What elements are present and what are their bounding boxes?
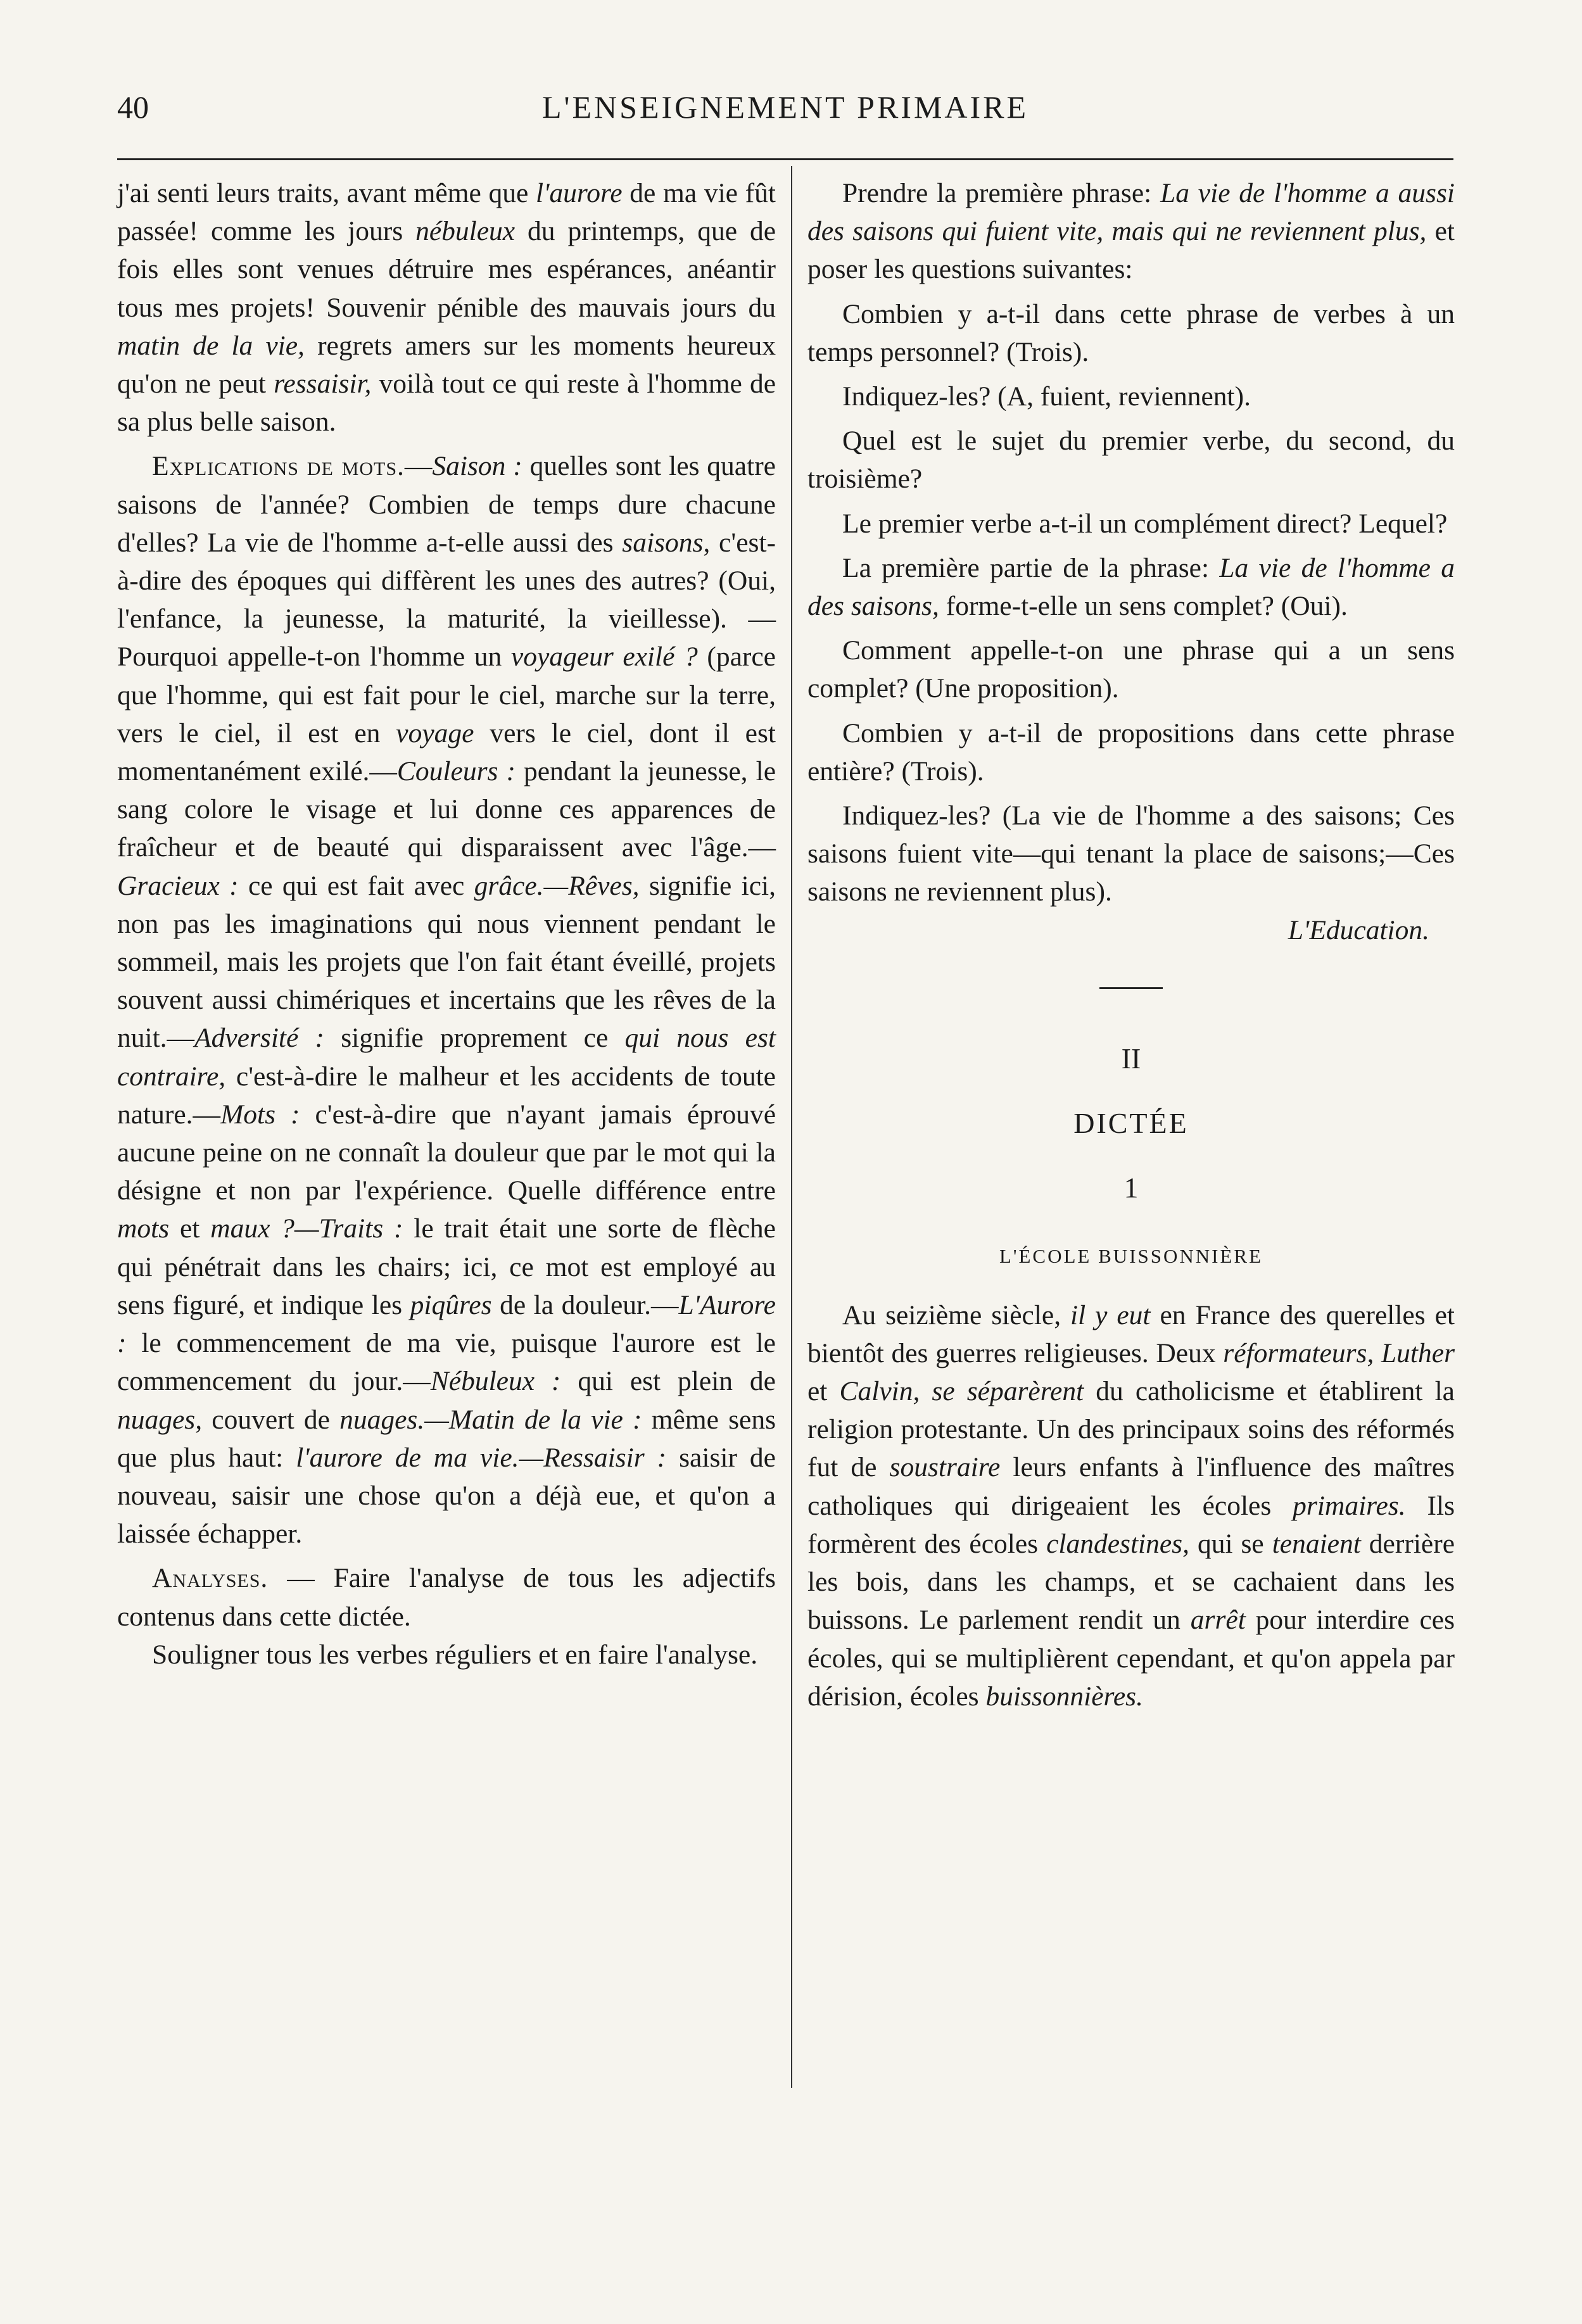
page-header	[117, 89, 1453, 146]
paragraph-analyses: Analyses. — Faire l'analyse de tous les adjectifs contenus dans cette dictée.	[117, 1563, 776, 1632]
paragraph-souligner: Souligner tous les verbes réguliers et en faire l'analyse.	[152, 1639, 758, 1670]
question-6: La première partie de la phrase: La vie de l'homme a des saisons, forme-t-elle un sens complet? (Oui).	[807, 552, 1455, 622]
right-column	[807, 174, 1455, 1715]
dictee-text: Au seizième siècle, il y eut en France des querelles et bientôt des guerres religieuses. Deux réformateurs, Luther et Calvin, se séparèrent du catholicisme et établirent la religion protestante. Un des principaux soins des réformés fut de soustraire leurs enfants à l'influence des maîtres catholiques qui dirigeaient les écoles primaires. Ils formèrent des écoles clandestines, qui se tenaient derrière les bois, dans les champs, et se cachaient dans les buissons. Le parlement rendit un arrêt pour interdire ces écoles, qui se multiplièrent cependant, et qu'on appela par dérision, écoles buissonnières.	[807, 1299, 1455, 1712]
question-4: Quel est le sujet du premier verbe, du second, du troisième?	[807, 426, 1455, 495]
paragraph-dictee-end: j'ai senti leurs traits, avant même que l'aurore de ma vie fût passée! comme les jours nébuleux du printemps, que de fois elles sont venues détruire mes espérances, anéantir tous mes projets! Souvenir pénible des mauvais jours du matin de la vie, regrets amers sur les moments heureux qu'on ne peut ressaisir, voilà tout ce qui reste à l'homme de sa plus belle saison.	[117, 178, 776, 438]
question-5: Le premier verbe a-t-il un complément direct? Lequel?	[842, 508, 1448, 539]
dictee-number: 1	[1123, 1171, 1139, 1204]
running-title: L'ENSEIGNEMENT PRIMAIRE	[541, 89, 1029, 125]
question-1: Prendre la première phrase: La vie de l'homme a aussi des saisons qui fuient vite, mais qui ne reviennent plus, et poser les questions suivantes:	[807, 178, 1455, 285]
left-column	[117, 174, 776, 1674]
section-title: DICTÉE	[1073, 1107, 1189, 1140]
source-attribution: L'Education.	[1288, 914, 1429, 945]
section-rule	[1099, 987, 1163, 989]
page-number: 40	[117, 89, 149, 125]
question-3: Indiquez-les? (A, fuient, reviennent).	[842, 381, 1251, 412]
analyses-label: Analyses.	[152, 1563, 269, 1594]
column-divider	[791, 166, 792, 2088]
header-rule	[117, 158, 1453, 160]
explications-label: Explications de mots.	[152, 451, 405, 482]
dictee-title: L'ÉCOLE BUISSONNIÈRE	[999, 1245, 1263, 1268]
section-numeral: II	[1121, 1042, 1141, 1075]
question-2: Combien y a-t-il dans cette phrase de verbes à un temps personnel? (Trois).	[807, 298, 1455, 367]
paragraph-explications: Explications de mots.—Saison : quelles sont les quatre saisons de l'année? Combien de temps dure chacune d'elles? La vie de l'homme a-t-elle aussi des saisons, c'est-à-dire des époques qui diffèrent les unes des autres? (Oui, l'enfance, la jeunesse, la maturité, la vieillesse). — Pourquoi appelle-t-on l'homme un voyageur exilé ? (parce que l'homme, qui est fait pour le ciel, marche sur la terre, vers le ciel, il est en voyage vers le ciel, dont il est momentanément exilé.—Couleurs : pendant la jeunesse, le sang colore le visage et lui donne ces apparences de fraîcheur et de beauté qui disparaissent avec l'âge.—Gracieux : ce qui est fait avec grâce.—Rêves, signifie ici, non pas les imaginations qui nous viennent pendant le sommeil, mais les projets que l'on fait étant éveillé, projets souvent aussi chimériques et incertains que les rêves de la nuit.—Adversité : signifie proprement ce qui nous est contraire, c'est-à-dire le malheur et les accidents de toute nature.—Mots : c'est-à-dire que n'ayant jamais éprouvé aucune peine on ne connaît la douleur que par le mot qui la désigne et non par l'expérience. Quelle différence entre mots et maux ?—Traits : le trait était une sorte de flèche qui pénétrait dans les chairs; ici, ce mot est employé au sens figuré, et indique les piqûres de la douleur.—L'Aurore : le commencement de ma vie, puisque l'aurore est le commencement du jour.—Nébuleux : qui est plein de nuages, couvert de nuages.—Matin de la vie : même sens que plus haut: l'aurore de ma vie.—Ressaisir : saisir de nouveau, saisir une chose qu'on a déjà eue, et qu'on a laissée échapper.	[117, 451, 776, 1550]
question-8: Combien y a-t-il de propositions dans cette phrase entière? (Trois).	[807, 717, 1455, 786]
question-7: Comment appelle-t-on une phrase qui a un sens complet? (Une proposition).	[807, 635, 1455, 704]
question-9: Indiquez-les? (La vie de l'homme a des saisons; Ces saisons fuient vite—qui tenant la place de saisons;—Ces saisons ne reviennent plus).	[807, 800, 1455, 907]
